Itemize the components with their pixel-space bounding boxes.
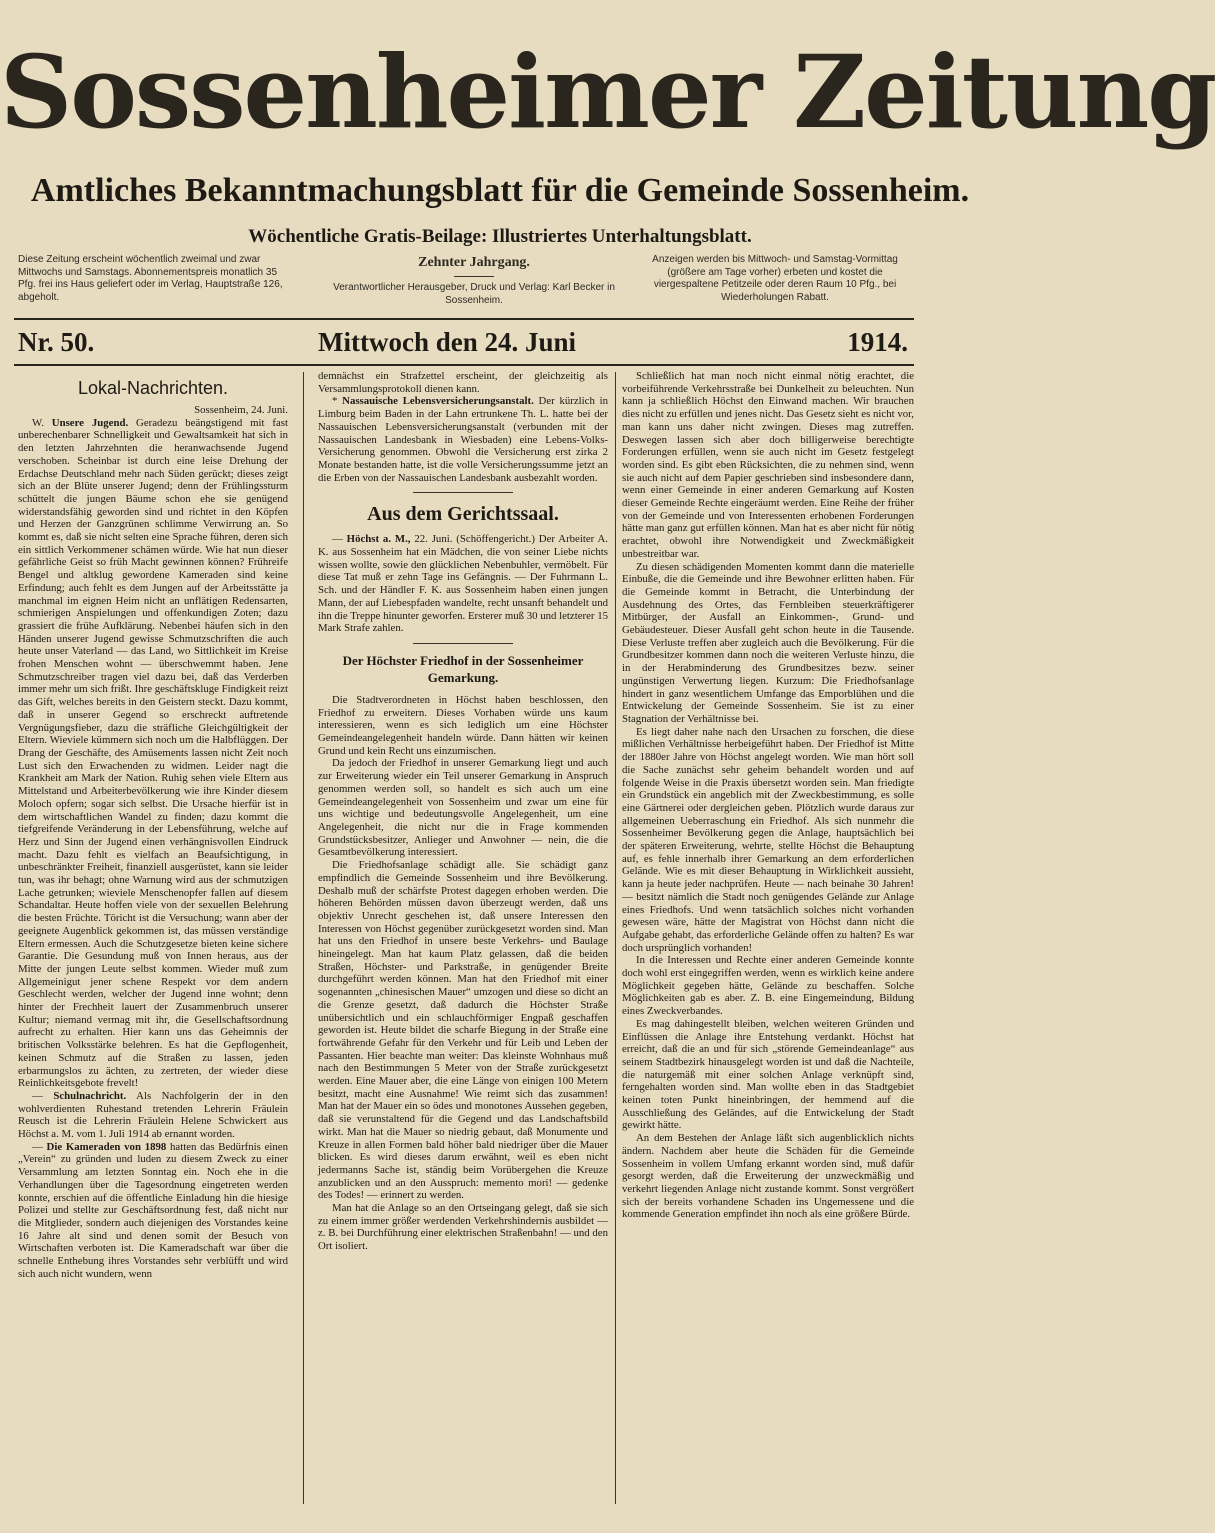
article-cemetery-p6: Zu diesen schädigenden Momenten kommt dann die materielle Einbuße, die die Gemeinde und ihre Bewohner erlitten haben. Für die Gemeinde kommt in Betracht, die Unterbindung der Ausdehnung des Ortes, das Fernbleiben steuerkräftigerer Mitbürger, der Ausfall an Einkommen-, Grund- und Gebäudesteuer. Dieser Ausfall geht schon heute in die Tausende. Diese Verluste treffen aber zugleich auch die Bevölkerung. Für die Grundbesitzer kommen dann noch die weiteren Verluste hinzu, die in der Herabminderung des Grundbesitzes bezw. seiner ungünstigen Verwertung liegen. Kurzum: Die Friedhofsanlage hindert in ganz wesentlichem Umfange das Emporblühen und die Entwickelung der Gemeinde Sossenheim. Sie ist zu einer Stagnation der Verhältnisse bei. [622, 560, 914, 725]
article-cemetery-p5: Schließlich hat man noch nicht einmal nötig erachtet, die vorbeiführende Verkehrsstraße bei Dunkelheit zu beleuchten. Nun kann ja schließlich Höchst den Einwand machen. Wir brauchen dies nicht zu erfüllen und jenes nicht. Das Gesetz sieht es nicht vor, man kann uns daher nicht zwingen. Dieses mag zutreffen. Deswegen lassen sich aber doch billigerweise berechtigte Forderungen erfüllen, wenn sie auch nicht im Gesetz festgelegt worden sind. Es gibt eben Rücksichten, die zu nehmen sind, wenn sie auch nicht auf dem Papier geschrieben sind insbesondere dann, wenn einer Gemeinde in einer anderen Gemarkung auf Kosten dieser Gemeinde Rechte eingeräumt werden. Eine Reihe der früher von der Gemeinde und von Interessenten erhobenen Forderungen hätte man ganz gut erfüllen können. Man hat es aber nicht für nötig erachtet, obwohl ihre Notwendigkeit und Zweckmäßigkeit unbestreitbar war. [622, 370, 914, 560]
article-unsere-jugend: W. Unsere Jugend. Geradezu beängstigend mit fast unberechenbarer Schnelligkeit und Gewaltsamkeit hat sich in den letzten Jahrzehnten die heranwachsende Jugend verschoben. Scheinbar ist durch eine leise Drehung der Erdachse Deutschland mehr nach Süden gerückt; dieses zeigt sich an der Blüte unserer Jugend; denn der Frühlingssturm schüttelt die jungen Bäume schon ehe sie genügend widerstandsfähig geworden sind und richtet in den Köpfen und Herzen der Ganzgrünen schlimme Verwirrung an. So kommt es, daß sie nicht selten eine Sprache führen, deren sich ein sittlich Verkommener schämen würde. Wie hat nun dieser gefährliche Geist so früh Macht gewinnen können? Frühreife Bengel und altklug gewordene Kameraden sind keine Erfindung; auch fehlt es dem Jungen auf der Arbeitsstätte ja manchmal im eignen Heim nicht an unflätigen Redensarten, schmierigen Anspielungen und offenkundigen Zoten; dazu grassiert die frühe Aufklärung. Nebenbei häufen sich in den Händen unserer Jugend gewisse Schmutzschriften die auch heute unser Vaterland — das Land, wo Sittlichkeit im Kreise frohen Menschen wohnt — überschwemmt haben. Jene Schmutzschreiber tragen viel dazu bei, daß das Verderben immer mehr um sich frißt. Ihre geschäftskluge Findigkeit reizt das Gift, welches bereits in den Geistern steckt. Dazu kommt, daß in unserer Gegend so erschreckt auftretende Vergnügungsfieber, dazu die sträfliche Gleichgültigkeit der Eltern. Wieviele kümmern sich noch um die Halbflüggen. Der Drang der Geschäfte, des Amüsements lassen nicht Zeit noch Lust sich den Erwachenden zu widmen. Leider nagt die Krankheit am Mark der Nation. Ruhig sehen viele Eltern aus Mittelstand und Arbeiterbevölkerung wie ihre Kinder diesem Moloch opfern; sogar sich selbst. Die Ursache hierfür ist in dem wirtschaftlichen Wandel zu finden; dazu kommt die tiefgreifende Veränderung in der Lebensführung, welche auf Herz und Sinn der Jugend einen verhängnisvollen Eindruck macht. Dazu fehlt es vielfach an Beaufsichtigung, in unbeschränkter Freiheit, finanziell ausgerüstet, kann sie leider tun, was ihr behagt; ohne Warnung wird aus der schmutzigen Lache getrunken; wieviele Menschenopfer fallen auf diesem Schandaltar. Heute hoffen viele von der sexuellen Belehrung die besten Früchte. Töricht ist die Versuchung; wann aber der geeignete Augenblick gekommen ist, das müssen verständige Eltern ermessen. Auch die Schutzgesetze bieten keine sichere Garantie. Die Gesundung muß von Innen heraus, aus der Mitte der jungen Leute selbst kommen. Wieder muß zum Allgemeinigut jener schene Respekt vor dem andern Geschlecht werden, welcher der Jugend inne wohnt; denn hinter der Frechheit lauert der Zusammenbruch unserer Kultur; niemand vermag mit ihr, die Gesellschaftsordnung aufrecht zu erhalten. Hier kann uns das Geheimnis der britischen Volksstärke belehren. Es hat die Gepflogenheit, keinen Schmutz auf die Straßen zu lassen, jeden erbarmungslos zu ächten, zu zertreten, der wieder diese Reinlichkeitsgebote frevelt! [18, 416, 288, 1090]
newspaper-subtitle: Amtliches Bekanntmachungsblatt für die Gemeinde Sossenheim. [30, 172, 970, 209]
article-nassauische: * Nassauische Lebensversicherungsanstalt. Der kürzlich in Limburg beim Baden in der Lahn ertrunkene Th. L. hatte bei der Nassauischen Lebensversicherungsanstalt (verbunden mit der Nassauischen Landesbank in Wiesbaden) eine Lebens-Volks-Versicherung genommen. Obwohl die Versicherung erst zirka 2 Monate bestanden hatte, ist die volle Versicherungssumme jetzt an die Erben von der Nassauischen Landesbank ausbezahlt worden. [318, 395, 608, 484]
article-keyword: Höchst a. M., [346, 533, 411, 546]
article-keyword: Nassauische Lebensversicherungsanstalt. [342, 395, 534, 408]
column-right [622, 370, 914, 1510]
column-middle [318, 370, 608, 1510]
issue-number: Nr. 50. [18, 327, 95, 357]
column-local-news [18, 370, 288, 1510]
section-divider [413, 492, 513, 493]
article-cemetery-p10: An dem Bestehen der Anlage läßt sich augenblicklich nichts ändern. Nachdem aber heute die Schäden für die Gemeinde Sossenheim in vollem Umfang erkannt worden sind, muß dafür gesorgt werden, daß die Erweiterung der unzweckmäßig und verkehrt liegenden Anlage nicht zustande kommt. Sonst vergrößert sich der bereits vorhandene Schaden ins Ungemessene und die kommende Generation empfindet ihn noch als eine größere Bürde. [622, 1132, 914, 1221]
article-cemetery-p7: Es liegt daher nahe nach den Ursachen zu forschen, die diese mißlichen Verhältnisse herbeigeführt haben. Der Friedhof ist Mitte der 1880er Jahre von Höchst angelegt worden. Wie man hört soll die Sache zunächst sehr geheim behandelt worden und auf folgende Weise in die Praxis übersetzt worden sein. Man friedigte ein Grundstück ein angeblich mit der Zweckbestimmung, es solle eine Gärtnerei oder dergleichen geben. Plötzlich wurde daraus zur allgemeinen Ueberraschung ein Friedhof. Als sich nunmehr die Sossenheimer Bevölkerung gegen die Anlage, hauptsächlich bei der späteren Erweiterung, wehrte, stellte Höchst die Behauptung auf, es fehle innerhalb ihrer Gemarkung an dem erforderlichen Gelände. Wie es mit dieser Behauptung in Wirklichkeit aussieht, kann ja heute jeder nachprüfen. Heute — nach beinahe 30 Jahren! — besitzt nämlich die Stadt noch genügendes Gelände zur Anlage eines Friedhofs. Und wenn tatsächlich solches nicht vorhanden gewesen wäre, hätte der Magistrat von Höchst dann nicht die Aufgabe gehabt, das erforderliche Gelände offen zu halten? Es war doch ursprünglich vorhanden! [622, 725, 914, 954]
supplement-line: Wöchentliche Gratis-Beilage: Illustriertes Unterhaltungsblatt. [248, 226, 752, 247]
info-divider [454, 276, 494, 277]
column-divider-1 [303, 372, 304, 1504]
article-cemetery-p1: Die Stadtverordneten in Höchst haben beschlossen, den Friedhof zu erweitern. Dieses Vorhaben würde uns kaum interessieren, wenn es sich lediglich um eine Höchster Gemeindeangelegenheit handeln würde. Dann hätten wir keinen Grund und kein Recht uns einzumischen. [318, 693, 608, 757]
article-court: — Höchst a. M., 22. Juni. (Schöffengericht.) Der Arbeiter A. K. aus Sossenheim hat ein Mädchen, die von seiner Liebe nichts wissen wollte, sowie den glücklichen Nebenbuhler, vermöbelt. Für diese Tat muß er zehn Tage ins Gefängnis. — Der Fuhrmann L. Sch. und der Händler F. K. aus Sossenheim haben einen jungen Mann, der auf Liebespfaden wandelte, recht unsanft behandelt und ihn die Treppe hinunter geworfen. Ersterer muß 30 und letzterer 15 Mark Strafe zahlen. [318, 533, 609, 635]
article-cemetery-p4: Man hat die Anlage so an den Ortseingang gelegt, daß sie sich zu einem immer größer werdenden Verkehrshindernis ausbildet — z. B. bei Durchführung einer elektrischen Straßenbahn! — und den Ort isoliert. [318, 1202, 608, 1253]
masthead [0, 28, 1215, 250]
article-continuation: demnächst ein Strafzettel erscheint, der gleichzeitig als Versammlungsprotokoll dienen kann. [318, 370, 608, 395]
article-cemetery-p3: Die Friedhofsanlage schädigt alle. Sie schädigt ganz empfindlich die Gemeinde Sossenheim und ihre Bevölkerung. Deshalb muß der schärfste Protest dagegen erhoben werden. Die höheren Behörden müssen davon überzeugt werden, daß uns objektiv Unrecht geschehen ist, daß unsere Interessen den Interessen von Höchst gegenüber zurückgesetzt worden sind. Man hat uns den Friedhof in unsere beste Verkehrs- und Baulage hineingelegt. Man hat kaum Platz gelassen, daß die beiden Straßen, Höchster- und Parkstraße, in genügender Breite durchgeführt werden können. Man hat den Friedhof mit einer sogenannten „chinesischen Mauer“ umzogen und diese so dicht an die Grenze gesetzt, daß dadurch die Höchster Straße unübersichtlich und ein schlauchförmiger Engpaß geschaffen geworden ist. Heute bildet die scharfe Biegung in der Straße eine fortwährende Gefahr für den Verkehr und für Leib und Leben der Passanten. Hier beachte man weiter: Das kleinste Wohnhaus muß nach den Bestimmungen 5 Meter von der Straße zurückgesetzt werden. Eine Mauer aber, die eine Länge von einigen 100 Metern besitzt, macht eine Ausnahme! Wie reimt sich das zusammen! Man hat der Mauer ein so ödes und monotones Aussehen gegeben, daß sie verunstaltend für die Gegend und das Landschaftsbild wirkt. Man hat die Mauer so niedrig gebaut, daß Monumente und Kreuze in allen Formen bald höher bald niedriger über die Mauer blicken. Es wird dieses darum erwähnt, weil es eben nicht jedermanns Sache ist, ständig beim Vorübergehen die Kreuze anzublicken und an den Ausspruch: memento mori! — gedenke des Todes! — erinnert zu werden. [318, 859, 608, 1202]
article-keyword: Die Kameraden von 1898 [46, 1140, 167, 1153]
article-keyword: Schulnachricht. [53, 1089, 127, 1102]
section-heading-local-news: Lokal-Nachrichten. [77, 378, 229, 398]
column-divider-2 [615, 372, 616, 1504]
issue-line [18, 322, 908, 362]
article-keyword: Unsere Jugend. [51, 416, 129, 429]
section-heading-court: Aus dem Gerichtssaal. [367, 503, 559, 526]
section-divider [413, 643, 513, 644]
advertising-info: Anzeigen werden bis Mittwoch- und Samstag-Vormittag (größere am Tage vorher) erbeten und kostet die viergespaltene Petitzeile oder deren Raum 10 Pfg., bei Wiederholungen Rabatt. [652, 254, 898, 303]
article-schulnachricht: — Schulnachricht. Als Nachfolgerin der in den wohlverdienten Ruhestand tretenden Lehrerin Fräulein Reusch ist die Lehrerin Fräulein Helene Schwickert aus Höchst a. M. vom 1. Juli 1914 ab ernannt worden. [18, 1089, 288, 1141]
issue-year: 1914. [847, 327, 908, 357]
article-cemetery-p2: Da jedoch der Friedhof in unserer Gemarkung liegt und auch zur Erweiterung wieder ein Teil unserer Gemarkung in Anspruch genommen werden soll, so handelt es sich auch um eine Gemeindeangelegenheit von Sossenheim und zwar um eine für uns wichtige und bedeutungsvolle Angelegenheit, um eine Angelegenheit, die nicht nur die in Frage kommenden Grundstücksbesitzer, Anlieger und Anwohner — nein, die die Gesamtbevölkerung interessiert. [318, 757, 608, 859]
dateline: Sossenheim, 24. Juni. [194, 404, 288, 416]
article-cemetery-p8: In die Interessen und Rechte einer anderen Gemeinde konnte doch wohl erst eingegriffen werden, wenn es wirklich keine andere Möglichkeit gegeben hätte, Gelände zu beschaffen. Solche Möglichkeiten gab es aber. Z. B. eine Eingemeindung, Bildung eines Zweckverbandes. [622, 954, 914, 1018]
publisher-text: Verantwortlicher Herausgeber, Druck und Verlag: Karl Becker in Sossenheim. [333, 282, 615, 306]
issue-bottom-rule [14, 364, 914, 366]
issue-date: Mittwoch den 24. Juni [318, 327, 577, 357]
publisher-info [325, 254, 623, 307]
newspaper-title: Sossenheimer Zeitung [0, 33, 1215, 151]
issue-top-rule [14, 318, 914, 320]
subscription-info: Diese Zeitung erscheint wöchentlich zweimal und zwar Mittwochs und Samstags. Abonnementspreis monatlich 35 Pfg. frei ins Haus geliefert oder im Verlag, Hauptstraße 126, abgeholt. [18, 254, 283, 303]
article-kameraden: — Die Kameraden von 1898 hatten das Bedürfnis einen „Verein“ zu gründen und luden zu diesem Zweck zu einer Versammlung am letzten Sonntag ein. Noch ehe in die Verhandlungen über die Tagesordnung eingetreten werden konnte, erschien auf die öffentliche Einladung hin die hiesige Polizei und stellte zur Geschäftsordnung fest, daß nicht nur die Mitglieder, sondern auch diejenigen des Vorstandes keine 16 Jahre alt sind und denen somit der Besuch von Wirtschaften verboten ist. Die Kameradschaft war über die schnelle Enthebung ihres Vorstandes sehr verblüfft und wird sich auch nicht wundern, wenn [18, 1140, 288, 1280]
article-cemetery-p9: Es mag dahingestellt bleiben, welchen weiteren Gründen und Einflüssen die Anlage ihre Entstehung verdankt. Höchst hat erreicht, daß die an und für sich „störende Gemeindeanlage“ aus seinem Stadtbezirk hinausgelegt worden ist und daß die Nachteile, die naturgemäß mit einer solchen Anlage verknüpft sind, ferngehalten worden sind. Man wollte eben in das Stadtgebiet keinen toten Punkt hineinbringen, der hemmend auf die Ausschließung des Geländes, auf die Entwickelung der Stadt gewirkt hätte. [622, 1017, 914, 1132]
section-heading-cemetery: Der Höchster Friedhof in der Sossenheimer Gemarkung. [342, 652, 584, 685]
volume-year: Zehnter Jahrgang. [418, 255, 530, 270]
